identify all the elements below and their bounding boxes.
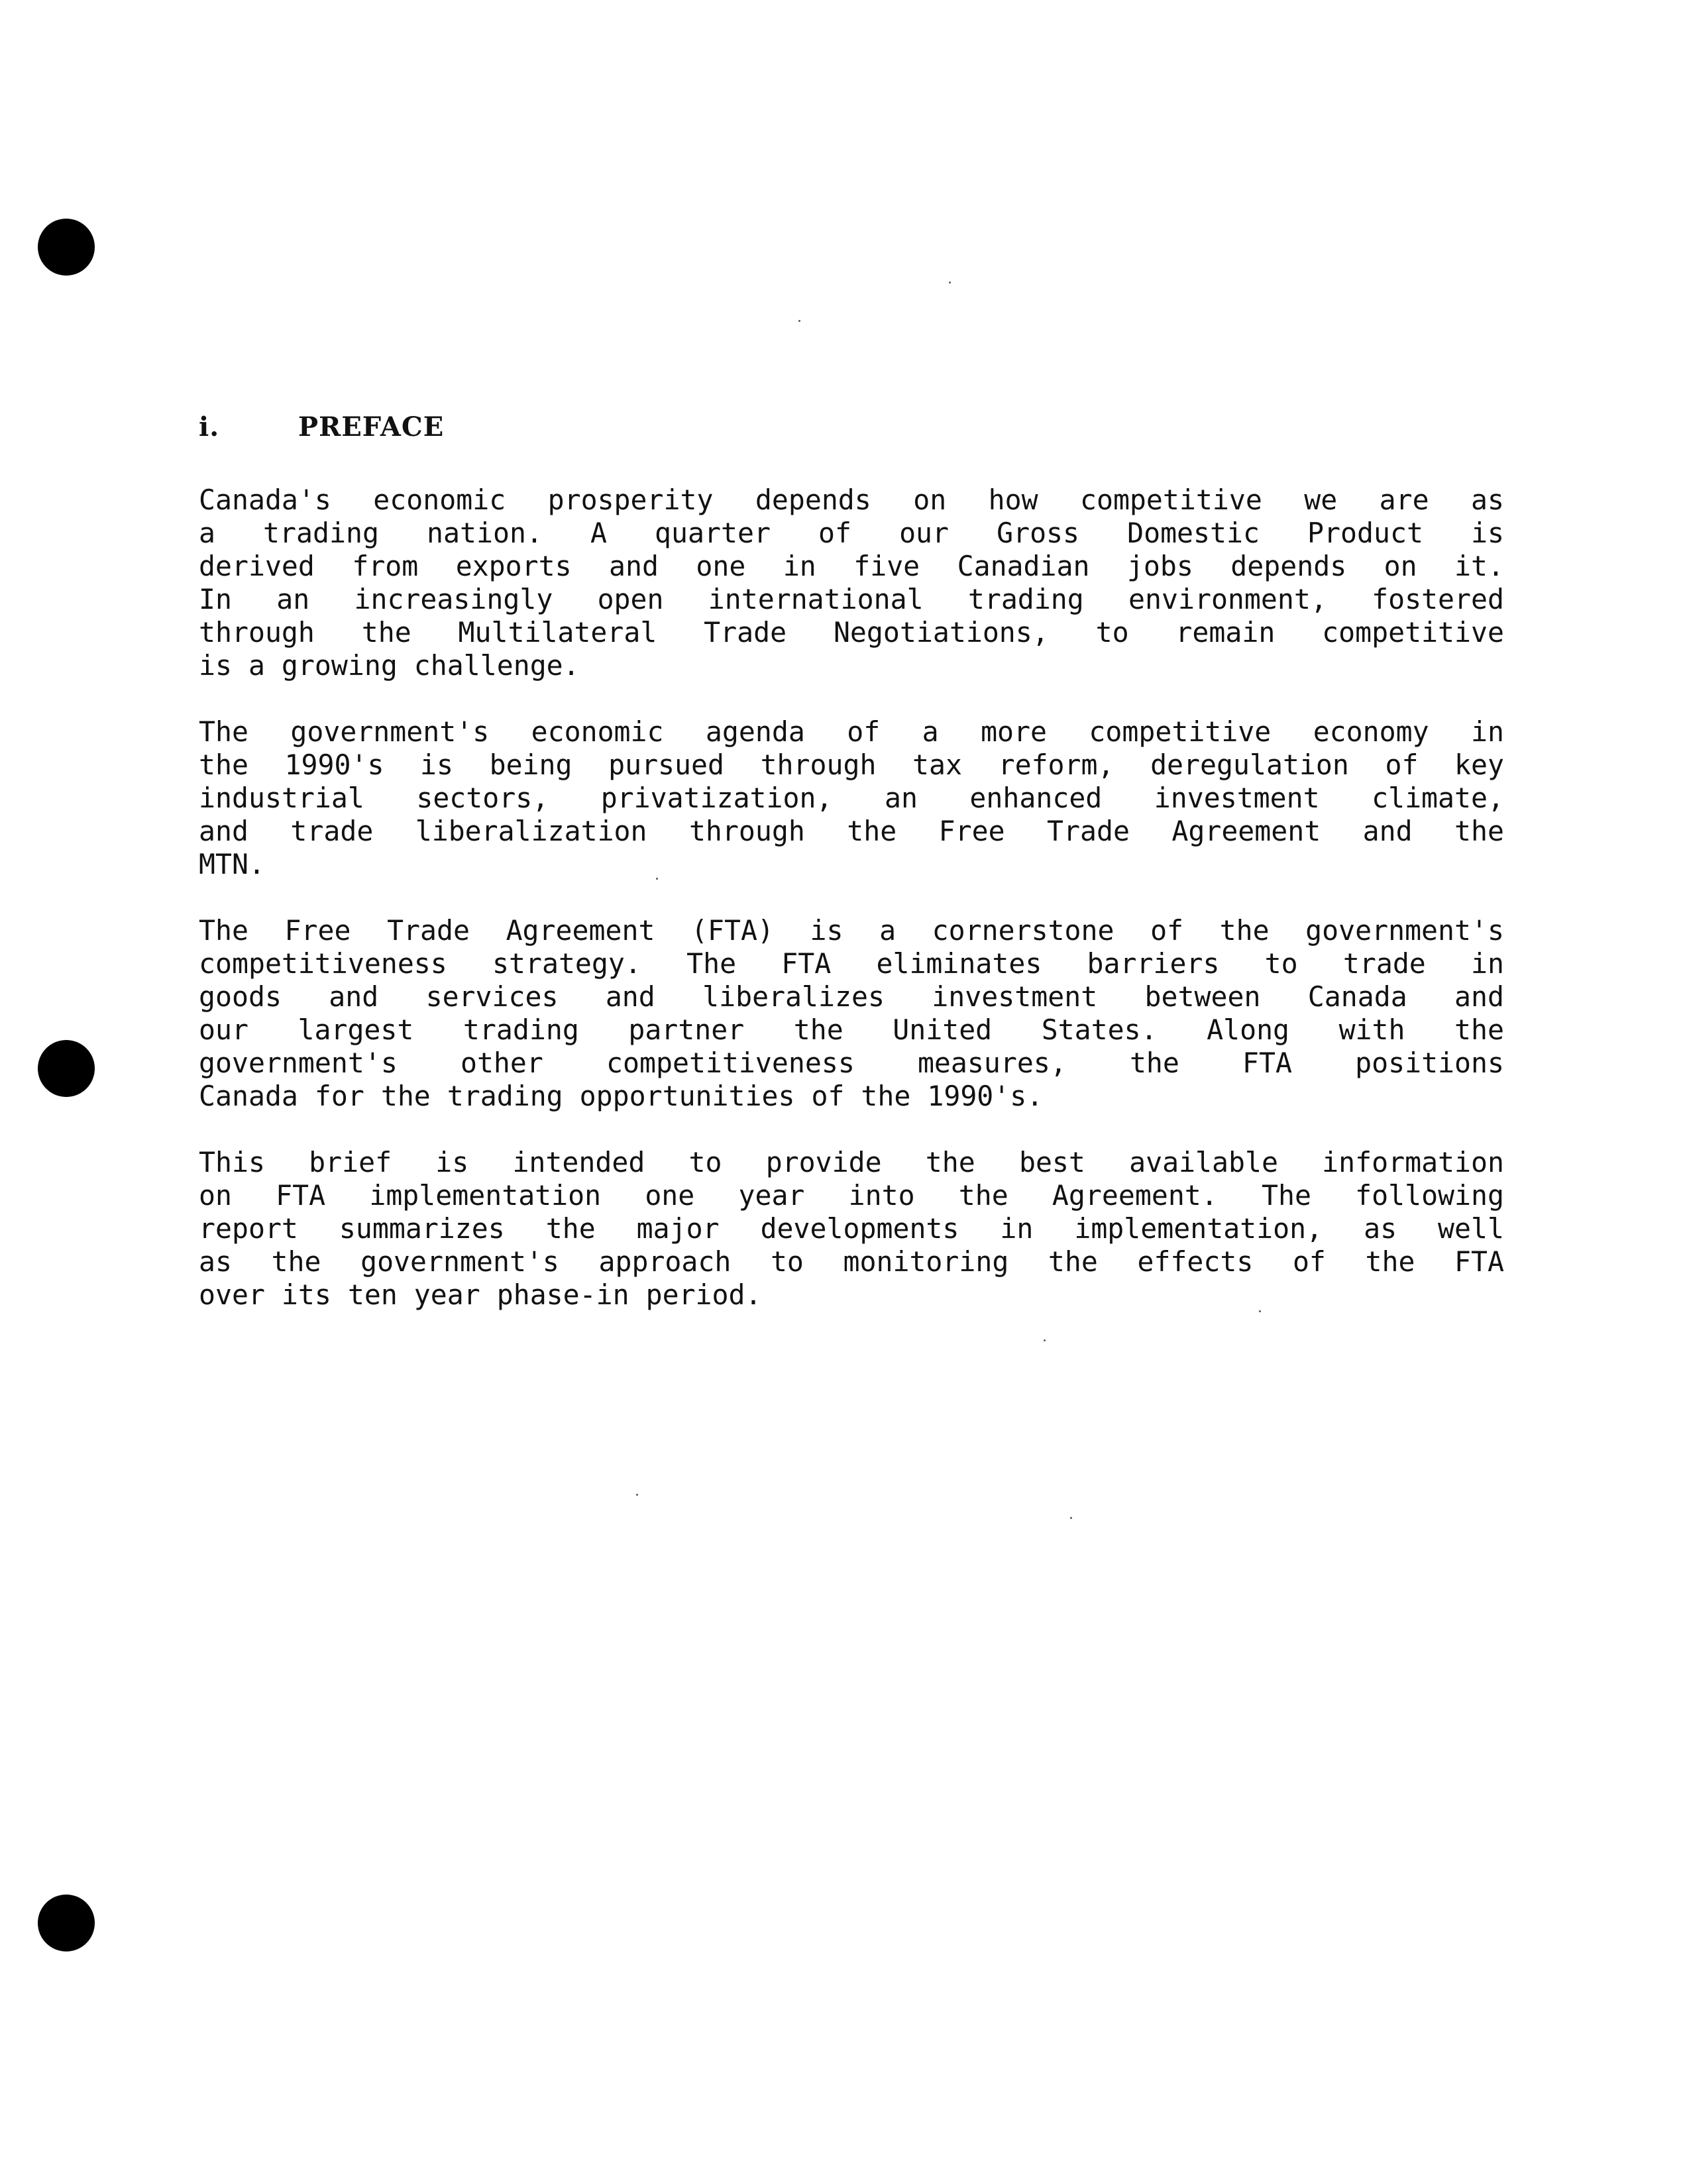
paragraph-line: government's other competitiveness measures, the FTA positions: [199, 1047, 1504, 1079]
paragraph-line: This brief is intended to provide the best available information: [199, 1146, 1504, 1178]
paragraph-line: our largest trading partner the United States. Along with the: [199, 1014, 1504, 1046]
scan-speck: [636, 1494, 638, 1496]
paragraph-line: on FTA implementation one year into the Agreement. The following: [199, 1179, 1504, 1212]
paragraph-line: the 1990's is being pursued through tax reform, deregulation of key: [199, 749, 1504, 781]
paragraph-line: The Free Trade Agreement (FTA) is a cornerstone of the government's: [199, 914, 1504, 947]
paragraph-line: In an increasingly open international trading environment, fostered: [199, 583, 1504, 615]
paragraph-line: industrial sectors, privatization, an enhanced investment climate,: [199, 782, 1504, 814]
document-body: [199, 404, 1504, 1345]
paragraph-line: over its ten year phase-in period.: [199, 1278, 762, 1311]
paragraph-line: derived from exports and one in five Canadian jobs depends on it.: [199, 550, 1504, 582]
paragraph-line: report summarizes the major developments in implementation, as well: [199, 1212, 1504, 1245]
paragraph-line: through the Multilateral Trade Negotiations, to remain competitive: [199, 616, 1504, 649]
scan-speck: [1070, 1517, 1072, 1519]
section-title: PREFACE: [298, 411, 445, 442]
scan-speck: [949, 282, 951, 284]
paragraph-line: is a growing challenge.: [199, 649, 580, 682]
paragraph-line: MTN.: [199, 848, 265, 880]
punch-hole-top: [38, 219, 95, 276]
paragraph-line: Canada for the trading opportunities of the 1990's.: [199, 1080, 1044, 1112]
paragraph-3: [199, 914, 1504, 1113]
punch-hole-middle: [38, 1040, 95, 1097]
paragraph-line: The government's economic agenda of a more competitive economy in: [199, 715, 1504, 748]
paragraph-line: competitiveness strategy. The FTA eliminates barriers to trade in: [199, 947, 1504, 980]
section-number: i.: [199, 411, 220, 442]
paragraph-line: a trading nation. A quarter of our Gross Domestic Product is: [199, 517, 1504, 549]
paragraph-2: [199, 715, 1504, 881]
scan-speck: [798, 320, 800, 322]
punch-hole-bottom: [38, 1895, 95, 1951]
paragraph-4: [199, 1146, 1504, 1312]
paragraph-1: [199, 484, 1504, 682]
paragraph-line: goods and services and liberalizes investment between Canada and: [199, 980, 1504, 1013]
section-heading: [199, 404, 1504, 450]
paragraph-line: and trade liberalization through the Free Trade Agreement and the: [199, 815, 1504, 847]
paragraph-line: as the government's approach to monitoring the effects of the FTA: [199, 1245, 1504, 1278]
paragraph-line: Canada's economic prosperity depends on how competitive we are as: [199, 484, 1504, 516]
